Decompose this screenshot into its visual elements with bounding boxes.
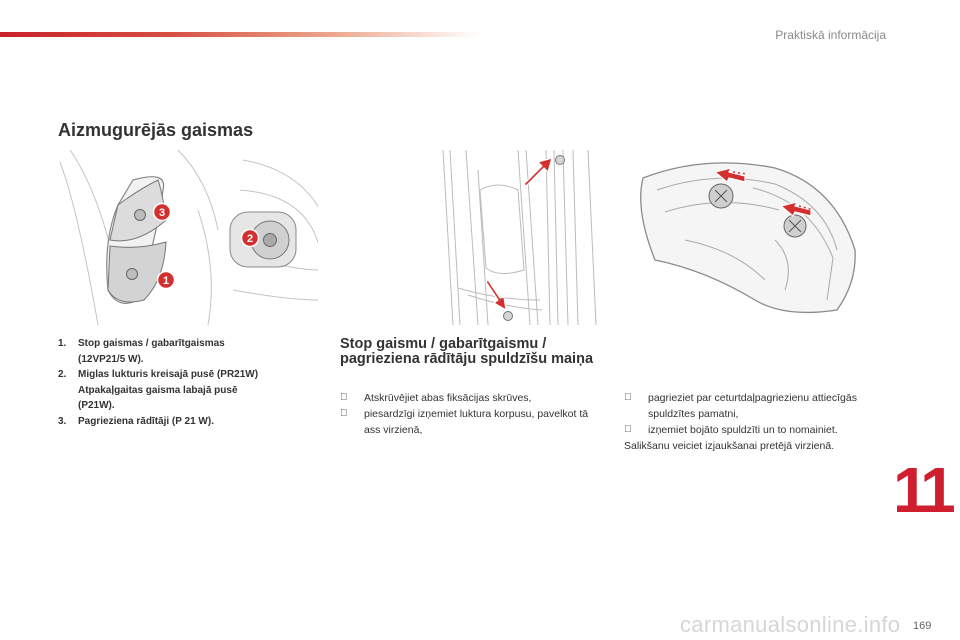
reassembly-note: Salikšanu veiciet izjaukšanai pretējā virzienā. (624, 440, 835, 452)
chapter-number: 11 (893, 454, 951, 526)
page-title: Aizmugurējās gaismas (58, 120, 254, 140)
callout-label-3: 3 (158, 207, 166, 219)
step-text: pagrieziet par ceturtdaļpagriezienu attiecīgās spuldzītes pamatni, (648, 392, 857, 420)
step-text: Atskrūvējiet abas fiksācijas skrūves, (364, 392, 532, 404)
bullet-icon (624, 422, 648, 438)
bullet-icon (340, 406, 364, 438)
legend-text: Miglas lukturis kreisajā pusē (PR21W) Atpakaļgaitas gaisma labajā pusē (P21W). (78, 369, 259, 411)
bullet-icon (340, 390, 364, 406)
callout-label-2: 2 (246, 233, 254, 245)
step-text: piesardzīgi izņemiet luktura korpusu, pavelkot tā ass virzienā, (364, 408, 589, 436)
page-number: 169 (913, 620, 932, 632)
figure-legend (58, 336, 320, 429)
legend-item (58, 414, 320, 430)
callout-label-1: 1 (162, 275, 170, 287)
legend-number: 2. (58, 369, 67, 380)
step-text: izņemiet bojāto spuldzīti un to nomainiet. (648, 424, 838, 436)
step-item (340, 406, 590, 438)
legend-item (58, 336, 320, 367)
step-item (340, 390, 590, 406)
watermark: carmanualsonline.info (680, 612, 901, 637)
procedure-steps-right (624, 390, 894, 438)
callout-marker-1 (158, 272, 175, 289)
legend-text: Stop gaismas / gabarītgaismas (12VP21/5 W). (78, 338, 225, 365)
procedure-title: Stop gaismu / gabarītgaismu / pagrieziena rādītāju spuldzīšu maiņa (340, 336, 594, 367)
callouts-layer (58, 150, 318, 325)
callout-marker-3 (154, 204, 171, 221)
step-item (624, 422, 894, 438)
procedure-steps-left (340, 390, 590, 438)
legend-item (58, 367, 320, 414)
legend-number: 1. (58, 338, 67, 349)
callout-marker-2 (242, 230, 259, 247)
header-accent-bar (0, 32, 480, 37)
legend-number: 3. (58, 415, 67, 427)
figure-bulb-holders-drawing (625, 150, 862, 325)
section-header: Praktiskā informācija (775, 28, 886, 42)
figure-fixing-screws-drawing (438, 150, 603, 325)
bullet-icon (624, 390, 648, 422)
legend-text: Pagrieziena rādītāji (P 21 W). (78, 415, 214, 427)
figure-bulb-holders (625, 150, 862, 325)
figure-fixing-screws (438, 150, 603, 325)
step-item (624, 390, 894, 422)
figure-rear-light-cluster (58, 150, 318, 325)
